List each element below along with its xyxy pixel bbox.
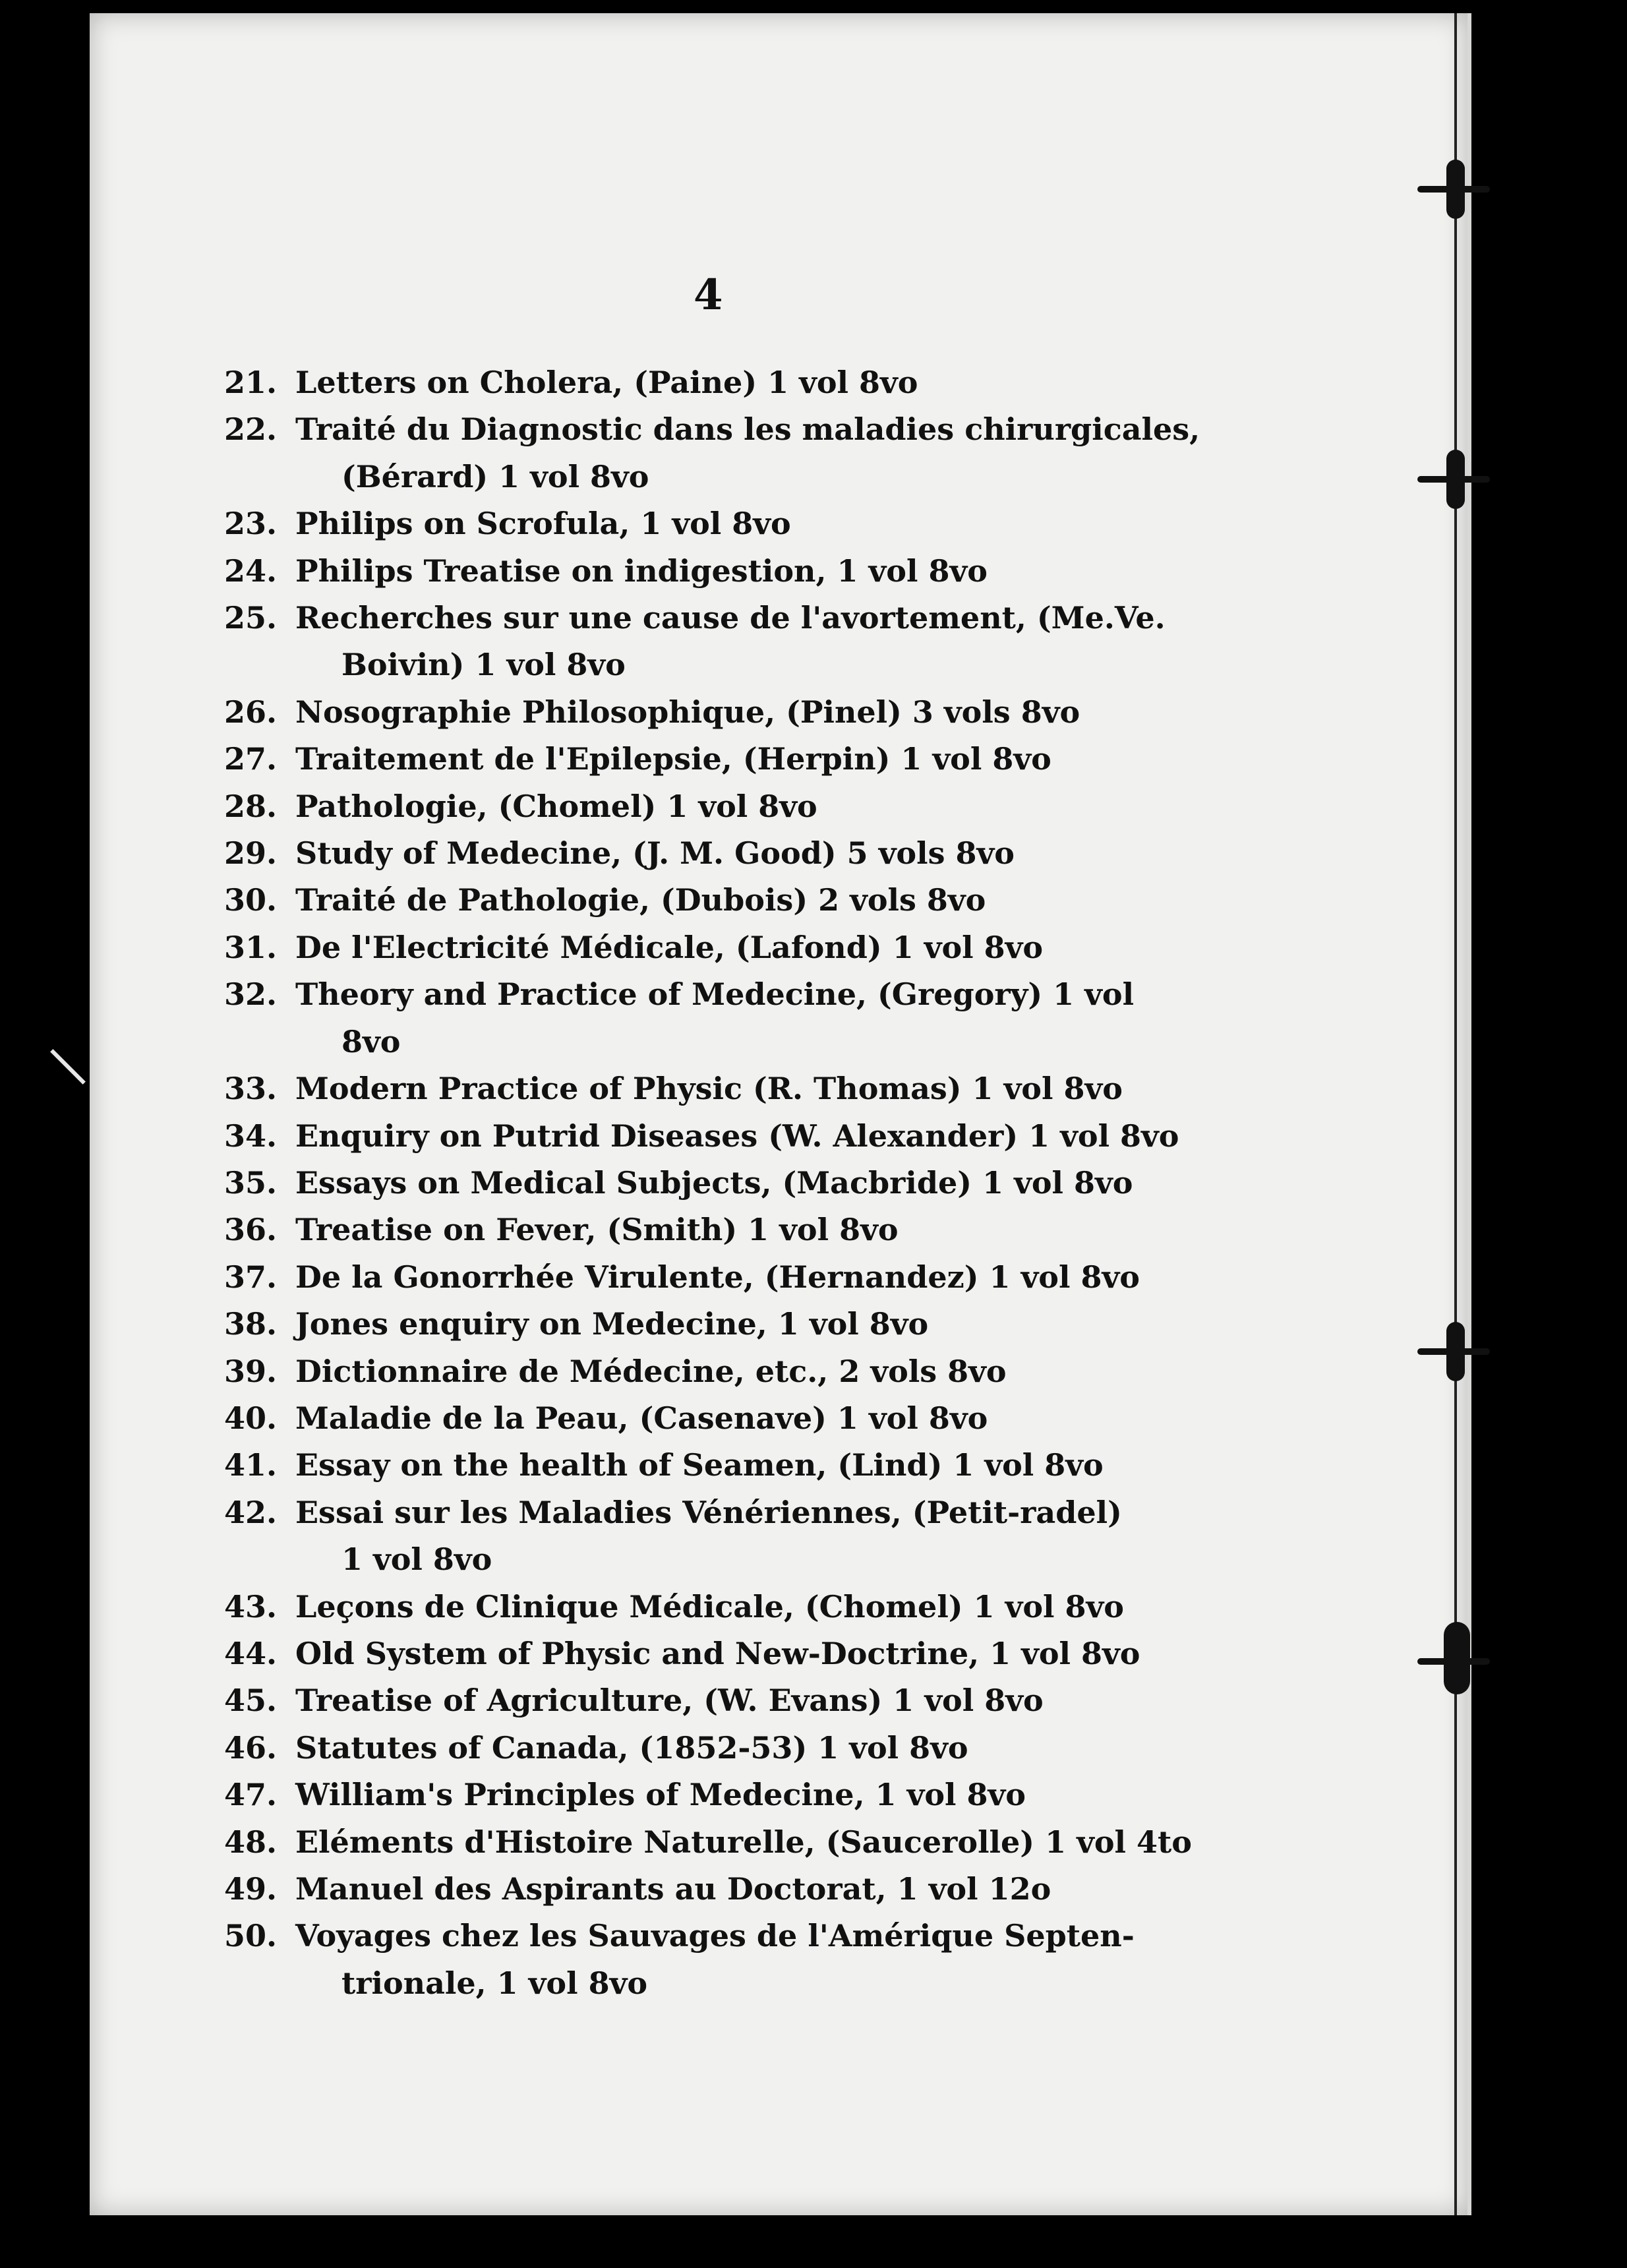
item-title xyxy=(295,689,1226,736)
list-item xyxy=(224,830,1226,877)
item-title xyxy=(295,1301,1226,1348)
item-title-line: De l'Electricité Médicale, (Lafond) 1 vol 8vo xyxy=(295,929,1044,965)
list-item xyxy=(224,406,1226,500)
item-title-continuation: (Bérard) 1 vol 8vo xyxy=(341,458,649,494)
item-number: 49. xyxy=(224,1871,278,1907)
item-title-line: Manuel des Aspirants au Doctorat, 1 vol 12o xyxy=(295,1871,1051,1907)
item-title xyxy=(295,1254,1226,1301)
list-item xyxy=(224,359,1226,406)
item-title-line: Traitement de l'Epilepsie, (Herpin) 1 vol 8vo xyxy=(295,741,1051,777)
item-title xyxy=(295,1913,1226,2007)
item-number: 34. xyxy=(224,1118,278,1154)
item-title-line: Pathologie, (Chomel) 1 vol 8vo xyxy=(295,788,817,824)
stray-mark xyxy=(50,1049,86,1085)
item-title-line: Eléments d'Histoire Naturelle, (Saucerolle) 1 vol 4to xyxy=(295,1824,1192,1860)
item-number: 26. xyxy=(224,694,278,730)
list-item xyxy=(224,1254,1226,1301)
item-title xyxy=(295,783,1226,830)
item-title-line: Essay on the health of Seamen, (Lind) 1 vol 8vo xyxy=(295,1447,1104,1483)
list-item xyxy=(224,1584,1226,1630)
item-number: 24. xyxy=(224,552,278,589)
list-item xyxy=(224,877,1226,924)
item-title xyxy=(295,971,1226,1065)
item-title-line: Old System of Physic and New-Doctrine, 1 vol 8vo xyxy=(295,1635,1140,1671)
item-title-line: Philips Treatise on indigestion, 1 vol 8vo xyxy=(295,552,988,589)
item-title-line: Voyages chez les Sauvages de l'Amérique Septen- xyxy=(295,1918,1135,1954)
item-title xyxy=(295,406,1226,500)
item-title-line: Enquiry on Putrid Diseases (W. Alexander) 1 vol 8vo xyxy=(295,1118,1179,1154)
item-number: 36. xyxy=(224,1212,278,1248)
item-title-continuation: trionale, 1 vol 8vo xyxy=(341,1965,647,2001)
item-title xyxy=(295,1395,1226,1442)
item-title-line: Essai sur les Maladies Vénériennes, (Petit-radel) xyxy=(295,1494,1122,1530)
item-title-line: Essays on Medical Subjects, (Macbride) 1 vol 8vo xyxy=(295,1164,1133,1201)
item-title xyxy=(295,1630,1226,1677)
list-item xyxy=(224,595,1226,689)
item-number: 23. xyxy=(224,506,278,542)
book-list xyxy=(224,359,1226,2007)
list-item xyxy=(224,1301,1226,1348)
item-number: 31. xyxy=(224,929,278,965)
item-number: 33. xyxy=(224,1071,278,1107)
item-title xyxy=(295,1584,1226,1630)
item-title xyxy=(295,1207,1226,1253)
list-item xyxy=(224,783,1226,830)
item-title xyxy=(295,595,1226,689)
item-number: 22. xyxy=(224,411,278,448)
list-item xyxy=(224,500,1226,547)
item-number: 42. xyxy=(224,1494,278,1530)
item-number: 46. xyxy=(224,1729,278,1766)
item-title xyxy=(295,1772,1226,1818)
item-number: 32. xyxy=(224,976,278,1013)
item-title-line: Traité du Diagnostic dans les maladies chirurgicales, xyxy=(295,411,1200,448)
item-title-continuation: 1 vol 8vo xyxy=(341,1541,492,1578)
item-number: 30. xyxy=(224,882,278,918)
item-title-line: Maladie de la Peau, (Casenave) 1 vol 8vo xyxy=(295,1400,988,1436)
item-title-line: Study of Medecine, (J. M. Good) 5 vols 8vo xyxy=(295,835,1015,872)
item-title xyxy=(295,1065,1226,1112)
item-title xyxy=(295,1348,1226,1395)
item-number: 37. xyxy=(224,1259,278,1295)
list-item xyxy=(224,1113,1226,1160)
item-title-line: Statutes of Canada, (1852-53) 1 vol 8vo xyxy=(295,1729,968,1766)
binding-line xyxy=(1454,13,1457,2215)
item-title-continuation: 8vo xyxy=(341,1023,401,1059)
list-item xyxy=(224,1866,1226,1913)
list-item xyxy=(224,1065,1226,1112)
item-number: 25. xyxy=(224,600,278,636)
item-number: 39. xyxy=(224,1353,278,1389)
item-title-line: Treatise on Fever, (Smith) 1 vol 8vo xyxy=(295,1212,899,1248)
list-item xyxy=(224,689,1226,736)
item-number: 28. xyxy=(224,788,278,824)
item-title-line: Dictionnaire de Médecine, etc., 2 vols 8vo xyxy=(295,1353,1007,1389)
item-title-line: Philips on Scrofula, 1 vol 8vo xyxy=(295,506,791,542)
list-item xyxy=(224,924,1226,971)
list-item xyxy=(224,971,1226,1065)
item-title-line: Letters on Cholera, (Paine) 1 vol 8vo xyxy=(295,365,918,400)
list-item xyxy=(224,1819,1226,1866)
list-item xyxy=(224,1207,1226,1253)
item-title xyxy=(295,830,1226,877)
list-item xyxy=(224,1348,1226,1395)
item-number: 41. xyxy=(224,1447,278,1483)
item-title xyxy=(295,736,1226,783)
list-item xyxy=(224,1725,1226,1772)
item-title xyxy=(295,1866,1226,1913)
item-title-line: Leçons de Clinique Médicale, (Chomel) 1 vol 8vo xyxy=(295,1588,1124,1625)
item-title xyxy=(295,359,1226,406)
item-number: 35. xyxy=(224,1164,278,1201)
item-number: 45. xyxy=(224,1683,278,1719)
item-title xyxy=(295,1489,1226,1584)
item-title-line: Recherches sur une cause de l'avortement, (Me.Ve. xyxy=(295,600,1166,636)
item-title xyxy=(295,924,1226,971)
item-number: 43. xyxy=(224,1588,278,1625)
item-number: 38. xyxy=(224,1306,278,1342)
item-title-line: Modern Practice of Physic (R. Thomas) 1 vol 8vo xyxy=(295,1071,1123,1107)
item-number: 40. xyxy=(224,1400,278,1436)
item-number: 27. xyxy=(224,741,278,777)
item-title-line: Jones enquiry on Medecine, 1 vol 8vo xyxy=(295,1306,929,1342)
list-item xyxy=(224,1630,1226,1677)
item-title xyxy=(295,877,1226,924)
item-number: 48. xyxy=(224,1824,278,1860)
item-title xyxy=(295,1442,1226,1489)
list-item xyxy=(224,1677,1226,1724)
list-item xyxy=(224,548,1226,595)
list-item xyxy=(224,1395,1226,1442)
item-title-line: William's Principles of Medecine, 1 vol 8vo xyxy=(295,1777,1026,1813)
page-number: 4 xyxy=(694,270,723,320)
list-item xyxy=(224,1772,1226,1818)
item-title xyxy=(295,548,1226,595)
item-title xyxy=(295,1819,1226,1866)
item-title xyxy=(295,1725,1226,1772)
item-title xyxy=(295,1113,1226,1160)
item-title-continuation: Boivin) 1 vol 8vo xyxy=(341,647,626,683)
list-item xyxy=(224,1489,1226,1584)
item-number: 47. xyxy=(224,1777,278,1813)
list-item xyxy=(224,1442,1226,1489)
item-title-line: Treatise of Agriculture, (W. Evans) 1 vol 8vo xyxy=(295,1683,1044,1719)
item-title-line: Nosographie Philosophique, (Pinel) 3 vols 8vo xyxy=(295,694,1080,730)
page-edge xyxy=(1467,13,1471,2215)
item-number: 29. xyxy=(224,835,278,872)
item-number: 21. xyxy=(224,365,278,400)
item-title-line: Traité de Pathologie, (Dubois) 2 vols 8vo xyxy=(295,882,986,918)
item-title xyxy=(295,1160,1226,1207)
item-title xyxy=(295,500,1226,547)
item-title-line: Theory and Practice of Medecine, (Gregory) 1 vol xyxy=(295,976,1135,1013)
list-item xyxy=(224,736,1226,783)
item-title xyxy=(295,1677,1226,1724)
list-item xyxy=(224,1160,1226,1207)
list-item xyxy=(224,1913,1226,2007)
item-number: 44. xyxy=(224,1635,278,1671)
item-number: 50. xyxy=(224,1918,278,1954)
item-title-line: De la Gonorrhée Virulente, (Hernandez) 1 vol 8vo xyxy=(295,1259,1140,1295)
